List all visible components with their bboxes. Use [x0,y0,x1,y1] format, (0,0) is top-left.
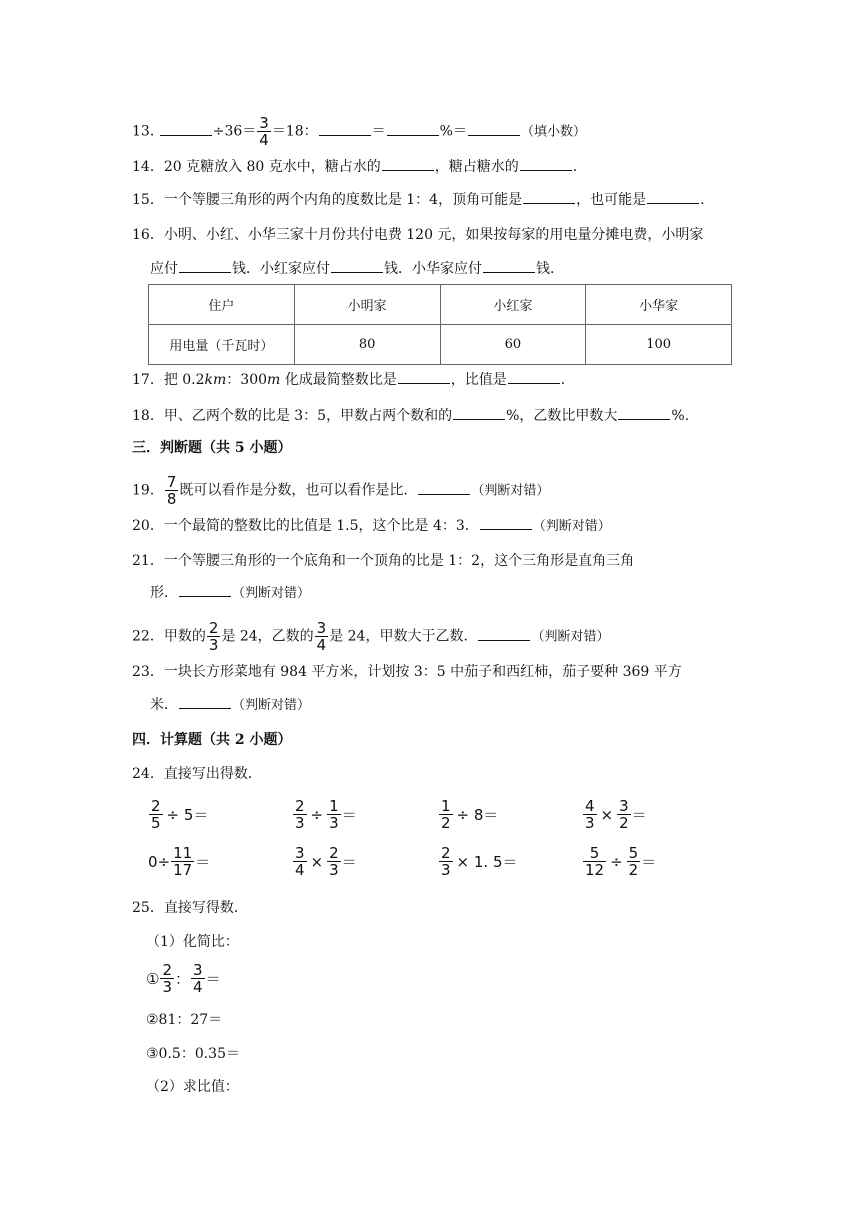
answer-blank [179,258,231,273]
question-16-cont: 应付 钱．小红家应付 钱．小华家应付 钱. [150,258,554,280]
question-16: 16．小明、小红、小华三家十月份共付电费 120 元，如果按每家的用电量分摊电费，小明家 [132,227,704,243]
question-22: 22．甲数的 $\frac{2}{3}$ 是 24，乙数的 $\frac{3}{4}$ 是 24，甲数大于乙数． （判断对错） [132,619,610,654]
answer-blank [331,258,383,273]
question-24: 24．直接写出得数． [132,766,262,782]
answer-blank [179,582,231,597]
table-cell: 80 [294,325,440,365]
answer-blank [647,189,699,204]
calc-expression: $\frac{5}{12}$ ÷ $\frac{5}{2}$ ＝ [585,844,657,879]
section-heading: 四．计算题（共 2 小题） [132,732,292,748]
calc-expression: 0÷ $\frac{11}{17}$ ＝ [148,844,211,879]
answer-blank [478,626,530,641]
subquestion-heading: （1）化简比： [146,934,239,950]
calc-expression: ②81：27＝ [146,1012,223,1028]
table-header: 小明家 [294,285,440,325]
calc-expression: $\frac{2}{3}$ × 1. 5＝ [441,844,518,879]
answer-blank [382,156,434,171]
question-23: 23．一块长方形菜地有 984 平方米，计划按 3：5 中茄子和西红柿，茄子要种 369 平方 [132,664,682,680]
question-21: 21．一个等腰三角形的一个底角和一个顶角的比是 1：2，这个三角形是直角三角 [132,553,635,569]
answer-blank [480,515,532,530]
section-heading: 三．判断题（共 5 小题） [132,440,292,456]
table-header: 小红家 [440,285,586,325]
calc-expression: $\frac{1}{2}$ ÷ 8＝ [441,797,499,832]
subquestion-heading: （2）求比值： [146,1079,239,1095]
fraction: $\frac{2}{3}$ [208,619,219,654]
table-cell: 60 [440,325,586,365]
answer-blank [398,369,450,384]
question-23-cont: 米． （判断对错） [150,694,310,717]
answer-blank [387,121,439,136]
answer-blank [319,121,371,136]
question-20: 20．一个最简的整数比的比值是 1.5，这个比是 4：3． （判断对错） [132,515,611,538]
answer-blank [160,121,212,136]
question-19: 19． $\frac{7}{8}$ 既可以看作是分数，也可以看作是比． （判断对错） [132,473,550,508]
question-21-cont: 形． （判断对错） [150,582,310,605]
calc-expression: $\frac{2}{5}$ ÷ 5＝ [151,797,209,832]
calc-expression: $\frac{2}{3}$ ÷ $\frac{1}{3}$ ＝ [295,797,357,832]
answer-blank [418,480,470,495]
fraction: $\frac{3}{4}$ [316,619,327,654]
answer-blank [468,121,520,136]
calc-expression: $\frac{4}{3}$ × $\frac{3}{2}$ ＝ [585,797,647,832]
answer-blank [523,189,575,204]
answer-blank [520,156,572,171]
table-header-row [149,285,732,325]
table-cell: 用电量（千瓦时） [149,325,295,365]
answer-blank [453,405,505,420]
question-15: 15．一个等腰三角形的两个内角的度数比是 1：4，顶角可能是 ，也可能是 . [132,189,705,211]
question-18: 18．甲、乙两个数的比是 3：5，甲数占两个数和的 %，乙数比甲数大 %. [132,405,689,427]
answer-blank [618,405,670,420]
question-17: 17．把 0.2km：300m 化成最简整数比是 ，比值是 . [132,369,565,391]
question-14: 14．20 克糖放入 80 克水中，糖占水的 ，糖占糖水的 . [132,156,577,178]
answer-blank [483,258,535,273]
calc-expression: ① $\frac{2}{3}$ ： $\frac{3}{4}$ ＝ [146,961,221,996]
table-header: 住户 [149,285,295,325]
fraction: $\frac{3}{4}$ [259,114,269,149]
answer-blank [508,369,560,384]
calc-expression: ③0.5：0.35＝ [146,1046,240,1062]
calc-expression: $\frac{3}{4}$ × $\frac{2}{3}$ ＝ [295,844,357,879]
question-25: 25．直接写得数． [132,900,248,916]
electricity-usage-table [148,284,732,365]
question-13: 13. ÷36＝ $\frac{3}{4}$ ＝18： ＝ %＝ （填小数） [132,114,586,149]
fraction: $\frac{7}{8}$ [166,473,177,508]
answer-blank [179,694,231,709]
table-row [149,325,732,365]
table-header: 小华家 [586,285,732,325]
table-cell: 100 [586,325,732,365]
